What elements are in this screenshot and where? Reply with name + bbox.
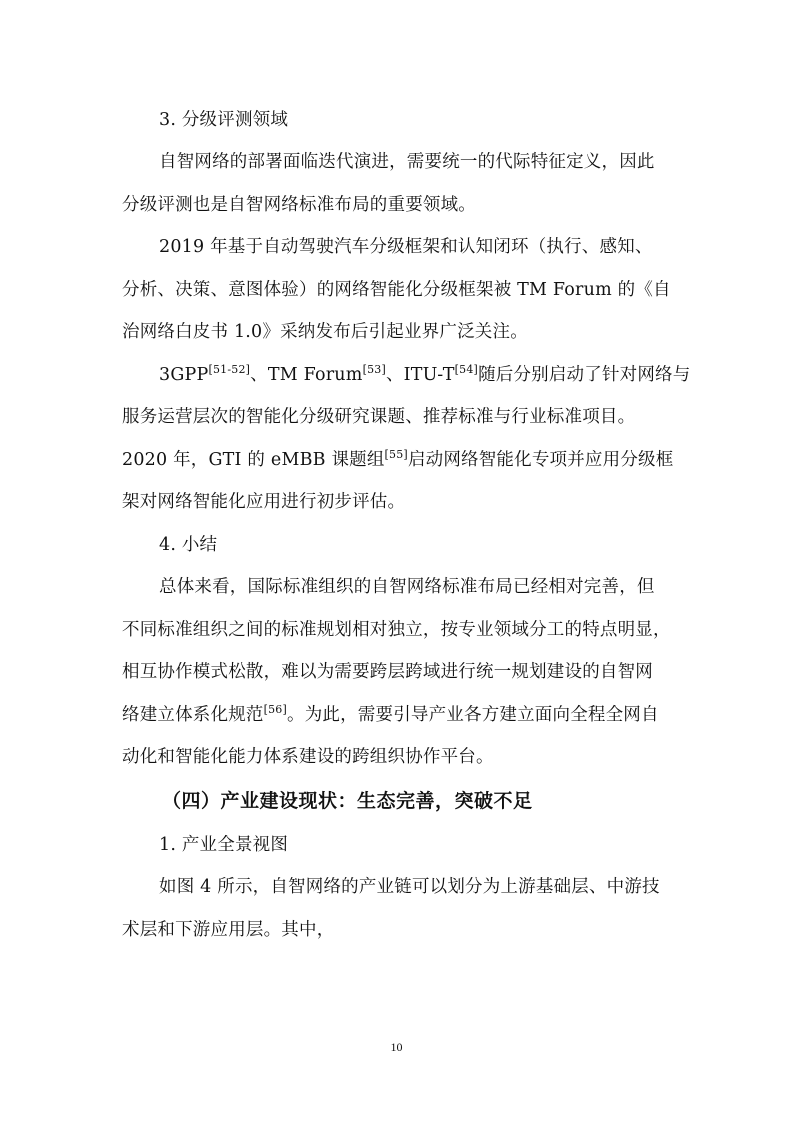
paragraph-line: 分级评测也是自智网络标准布局的重要领域。: [122, 195, 476, 215]
paragraph-line: 服务运营层次的智能化分级研究课题、推荐标准与行业标准项目。: [122, 407, 636, 427]
text-run: 络建立体系化规范: [122, 705, 264, 725]
paragraph-line: 总体来看，国际标准组织的自智网络标准布局已经相对完善，但: [159, 577, 655, 597]
paragraph-line: 相互协作模式松散，难以为需要跨层跨域进行统一规划建设的自智网: [122, 662, 653, 682]
page-number: 10: [390, 1040, 403, 1054]
text-run: 2020 年，GTI 的 eMBB 课题组: [122, 450, 385, 470]
text-run: 随后分别启动了针对网络与: [478, 365, 691, 385]
paragraph-line: 不同标准组织之间的标准规划相对独立，按专业领域分工的特点明显，: [122, 620, 671, 640]
paragraph-line: [122, 448, 673, 472]
paragraph-line: 治网络白皮书 1.0》采纳发布后引起业界广泛关注。: [122, 322, 528, 342]
paragraph-line: 架对网络智能化应用进行初步评估。: [122, 492, 406, 512]
text-run: 启动网络智能化专项并应用分级框: [407, 450, 674, 470]
paragraph-line: 动化和智能化能力体系建设的跨组织协作平台。: [122, 747, 494, 767]
section-heading-grading: 3. 分级评测领域: [159, 110, 289, 130]
citation-ref: [53]: [362, 363, 386, 377]
chapter-heading: （四）产业建设现状：生态完善，突破不足: [162, 790, 533, 812]
citation-ref: [56]: [263, 703, 287, 717]
section-heading-industry-view: 1. 产业全景视图: [159, 835, 289, 855]
paragraph-line: 自智网络的部署面临迭代演进，需要统一的代际特征定义，因此: [159, 152, 655, 172]
paragraph-line: 2019 年基于自动驾驶汽车分级框架和认知闭环（执行、感知、: [159, 237, 653, 257]
citation-ref: [55]: [384, 448, 408, 462]
citation-ref: [54]: [454, 363, 479, 377]
text-run: 、TM Forum: [250, 365, 363, 385]
paragraph-line: 如图 4 所示，自智网络的产业链可以划分为上游基础层、中游技: [159, 877, 660, 897]
paragraph-line: 分析、决策、意图体验）的网络智能化分级框架被 TM Forum 的《自: [122, 280, 671, 300]
paragraph-line: [159, 363, 690, 387]
citation-ref: [51-52]: [208, 363, 251, 377]
paragraph-line: 术层和下游应用层。其中，: [122, 920, 335, 940]
paragraph-line: [122, 703, 659, 727]
section-heading-summary: 4. 小结: [159, 535, 218, 555]
text-run: 、ITU-T: [385, 365, 455, 385]
text-run: 3GPP: [159, 365, 209, 385]
text-run: 。为此，需要引导产业各方建立面向全程全网自: [287, 705, 659, 725]
